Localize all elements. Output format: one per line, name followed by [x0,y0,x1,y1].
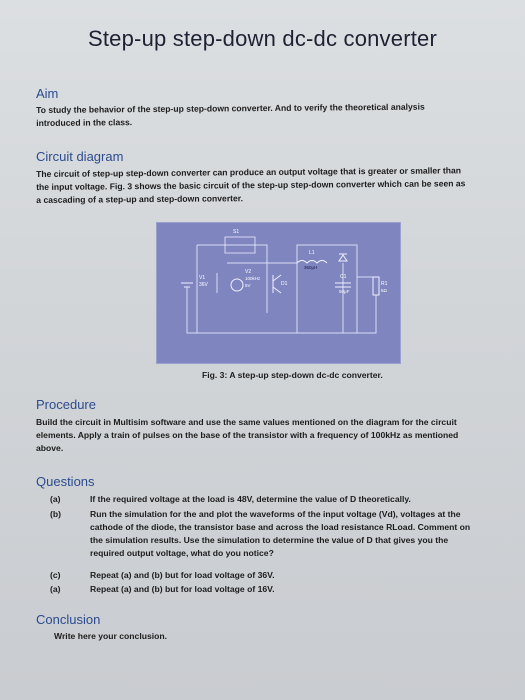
procedure-line: Build the circuit in Multisim software and use the same values mentioned on the diagram for the circuit [36,417,457,427]
aim-text [36,101,425,130]
s1-label: S1 [233,229,240,235]
c1-value: 50μF [339,289,350,294]
inductor-symbol [297,261,327,264]
procedure-line: above. [36,443,64,453]
circuit-line: The circuit of step-up step-down converter can produce an output voltage that is greater or smaller than [36,165,462,179]
c1-label: C1 [340,274,347,280]
question-text [90,569,274,582]
question-line: If the required voltage at the load is 48V, determine the value of D theoretically. [90,494,411,504]
question-text [90,493,411,506]
question-line: cathode of the diode, the transistor base and across the load resistance RLoad. Comment on [90,522,471,532]
r1-label: R1 [381,281,388,287]
circuit-heading: Circuit diagram [36,149,124,164]
pulse-source-symbol [231,279,243,291]
l1-value: 360μH [304,265,318,270]
circuit-text [36,164,466,207]
circuit-schematic [157,223,400,363]
question-label: (a) [50,584,61,594]
circuit-line: the input voltage. Fig. 3 shows the basic circuit of the step-up step-down converter which can be seen as [36,178,466,192]
questions-heading: Questions [36,474,95,489]
question-line: Repeat (a) and (b) but for load voltage of 16V. [90,584,275,594]
aim-line: To study the behavior of the step-up step-down converter. And to verify the theoretical analysis [36,101,425,115]
v2-label: V2 [245,269,252,275]
figure-caption: Fig. 3: A step-up step-down dc-dc converter. [202,370,383,380]
question-line: the simulation results. Use the simulation to determine the value of D that gives you the [90,535,449,545]
circuit-figure [156,222,401,364]
question-line: Repeat (a) and (b) but for load voltage of 36V. [90,570,275,580]
conclusion-line: Write here your conclusion. [54,631,168,641]
r1-value: 5Ω [381,288,387,293]
aim-heading: Aim [36,86,59,101]
procedure-heading: Procedure [36,397,96,412]
circuit-line: a cascading of a step-up and step-down converter. [36,193,244,205]
page-title: Step-up step-down dc-dc converter [88,26,437,51]
resistor-symbol [373,277,379,295]
l1-label: L1 [309,250,315,256]
v2-value-freq: 100kHz [245,276,261,281]
question-line: required output voltage, what do you notice? [90,548,274,558]
question-label: (c) [50,570,61,580]
v2-value-amp: 5V [245,283,251,288]
question-text [90,583,274,596]
v1-label: V1 [199,275,206,281]
question-text [90,508,470,560]
v1-value: 36V [199,282,208,288]
question-line: Run the simulation for the and plot the waveforms of the input voltage (Vd), voltages at the [90,509,461,519]
question-label: (b) [50,509,61,519]
transistor-symbol [273,275,281,293]
procedure-text [36,416,458,455]
procedure-line: elements. Apply a train of pulses on the base of the transistor with a frequency of 100kHz as mentioned [36,430,459,440]
question-label: (a) [50,494,61,504]
conclusion-text [54,630,167,643]
conclusion-heading: Conclusion [36,612,101,627]
d1-label: D1 [281,281,288,287]
aim-line: introduced in the class. [36,117,133,128]
diode-symbol [339,254,347,261]
